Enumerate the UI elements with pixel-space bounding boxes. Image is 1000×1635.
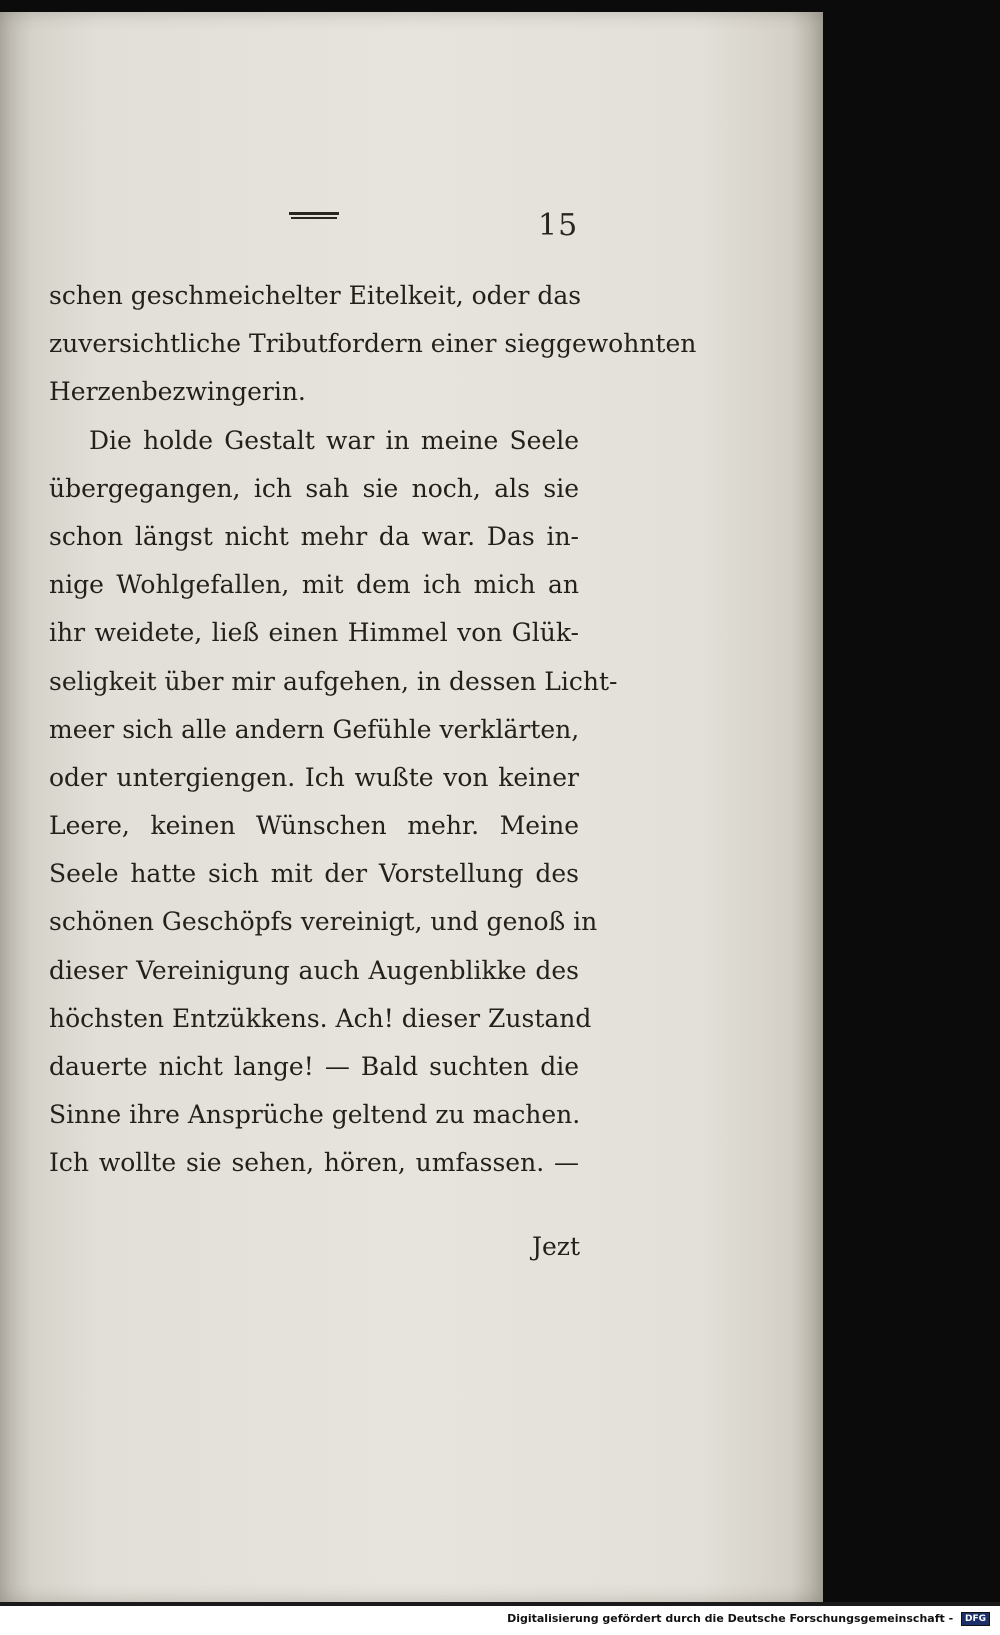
text-line: höchsten Entzükkens. Ach! dieser Zustand xyxy=(49,1003,592,1033)
text-line: ihr weidete, ließ einen Himmel von Glük- xyxy=(49,618,579,648)
text-line: nige Wohlgefallen, mit dem ich mich an xyxy=(49,570,579,600)
text-line: schen geschmeichelter Eitelkeit, oder das xyxy=(49,281,582,310)
text-line: zuversichtliche Tributfordern einer sieggewohnten xyxy=(49,329,697,359)
page-number: 15 xyxy=(538,208,579,243)
credit-text: Digitalisierung gefördert durch die Deutsche Forschungsgemeinschaft - xyxy=(507,1612,954,1625)
text-line: seligkeit über mir aufgehen, in dessen Licht- xyxy=(49,666,618,696)
text-line: oder untergiengen. Ich wußte von keiner xyxy=(49,762,579,792)
text-line: Die holde Gestalt war in meine Seele xyxy=(89,425,579,455)
digitization-credit xyxy=(0,1612,990,1626)
book-page xyxy=(0,12,823,1602)
text-line: Herzenbezwingerin. xyxy=(49,377,306,407)
text-line: übergegangen, ich sah sie noch, als sie xyxy=(49,473,579,503)
text-line: dieser Vereinigung auch Augenblikke des xyxy=(49,955,579,985)
body-text xyxy=(49,272,697,1188)
text-line: Leere, keinen Wünschen mehr. Meine xyxy=(49,811,579,841)
dfg-logo-icon: DFG xyxy=(961,1612,990,1626)
catchword: Jezt xyxy=(531,1232,580,1261)
text-line: meer sich alle andern Gefühle verklärten, xyxy=(49,714,580,744)
header-ornament-rule xyxy=(289,212,339,220)
text-line: Seele hatte sich mit der Vorstellung des xyxy=(49,859,579,889)
text-line: schönen Geschöpfs vereinigt, und genoß in xyxy=(49,907,598,937)
text-line: Ich wollte sie sehen, hören, umfassen. — xyxy=(49,1148,579,1178)
text-line: Sinne ihre Ansprüche geltend zu machen. xyxy=(49,1100,581,1130)
text-line: dauerte nicht lange! — Bald suchten die xyxy=(49,1052,579,1081)
scan-bottom-edge xyxy=(0,1602,1000,1606)
text-line: schon längst nicht mehr da war. Das in- xyxy=(49,521,579,551)
